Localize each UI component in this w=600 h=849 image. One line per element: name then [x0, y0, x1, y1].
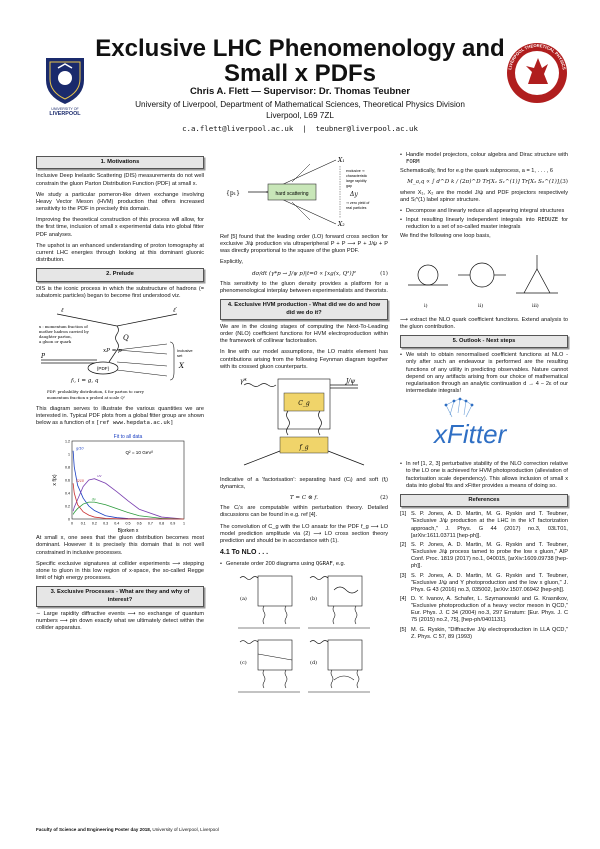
svg-text:a gluon or quark: a gluon or quark: [39, 338, 72, 344]
chart-xtick-label: 0.2: [91, 521, 97, 526]
chart-ytick-label: 1.2: [65, 439, 70, 444]
equation-2: T = C ⊗ f. (2): [289, 495, 388, 502]
equation-1: dσ/dt (γ*p → J/ψ p)|t=0 ∝ [xg(x, Q²)]² (1): [251, 270, 388, 277]
motivations-paragraph-2: We study a particular pomeron-like driven exchange involving Heavy Vector Meson (HVM) production that offers increased sensitivity to the PDF in precisely this domain.: [36, 191, 204, 213]
svg-text:Δy: Δy: [350, 191, 358, 198]
svg-text:set: set: [177, 352, 183, 358]
loop-triangle: [516, 255, 558, 309]
svg-text:LIVERPOOL THEORETICAL PHYSICS: LIVERPOOL THEORETICAL PHYSICS: [507, 42, 567, 71]
svg-text:X: X: [179, 361, 184, 370]
chart-ytick-label: 0: [68, 517, 70, 522]
svg-text:momentum fraction x probed at: momentum fraction x probed at scale Q²: [47, 394, 126, 400]
email-link-teubner[interactable]: teubner@liverpool.ac.uk: [315, 124, 418, 133]
chart-ytick-label: 0.2: [65, 504, 70, 509]
svg-text:γ*: γ*: [240, 377, 247, 385]
hvm-paragraph-2: In line with our model assumptions, the LO matrix element has contributions arising from the following Feynman diagram together with its crossed gluon counterparts.: [220, 349, 388, 370]
affiliation: University of Liverpool, Department of Mathematical Sciences, Theoretical Physics Division Liverpool, L69 7ZL: [135, 100, 465, 120]
hepdata-link[interactable]: [ref www.hepdata.ac.uk]: [96, 420, 174, 427]
section-title-outlook: 5. Outlook - Next steps: [400, 335, 568, 348]
authors: Chris A. Flett — Supervisor: Dr. Thomas Teubner: [189, 86, 411, 97]
nlo-diagram-c: [238, 640, 300, 692]
section-title-hvm-production: 4. Exclusive HVM production - What did we do and how did we do it?: [220, 299, 388, 320]
dis-diagram: [37, 304, 203, 404]
schematic-paragraph: Schematically, find for e.g the quark subprocess, a = 1, . . . , 6: [400, 168, 554, 175]
ci-paragraph: The Cᵢ's are computable within perturbation theory. Detailed discussions can be found in e.g. ref [4].: [220, 505, 388, 519]
chart-series-label: S/10: [76, 479, 84, 484]
equation-3: M_a,q ∝ ∫ d^D k / (2π)^D Tr[X₁ S₁^(1)] Tr[X₂ S₂^(1)], (3): [407, 179, 568, 186]
prelude-paragraph-1: DIS is the iconic process in which the substructure of hadrons (= subatomic particles) began to become first understood viz.: [36, 285, 204, 299]
nlo-diagram-b: [308, 576, 370, 628]
subsection-to-nlo: 4.1 To NLO . . .: [220, 549, 269, 557]
chart-series-label: uv: [97, 474, 102, 479]
reference-item: [400, 542, 568, 571]
svg-text:(a): (a): [240, 596, 247, 603]
reference-number: [5]: [400, 626, 407, 633]
chart-xtick-label: 0.5: [125, 521, 131, 526]
svg-text:PDF: probability distribution,: PDF: probability distribution, fᵢ for parton to carry: [47, 388, 144, 394]
sensitivity-paragraph: This sensitivity to the gluon density provides a platform for a phenomenological interplay between experimentalists and theorists.: [220, 280, 388, 294]
svg-text:LIVERPOOL: LIVERPOOL: [49, 111, 81, 116]
column-right: [400, 152, 568, 643]
svg-text:ℓ′: ℓ′: [173, 306, 177, 314]
lo-feynman-diagram: [234, 375, 374, 475]
perturbative-stability-bullet: • In ref [1, 2, 3] perturbative stability of the NLO correction relative to the LO one is achieved for HVM photoproduction (alleviation of factorisation scale dependency). This allows inclusion of small x data into global fits and xFitter provides a means of doing so.: [400, 461, 568, 490]
svg-text:ii): ii): [478, 302, 484, 309]
reference-text: S. P. Jones, A. D. Martin, M. G. Ryskin and T. Teubner, "Exclusive J/ψ production at the LHC in the kT factorization approach," J. Phys. G 44 (2017) no.3, 03LT01, [arXiv:1611.03711 [hep-ph]].: [411, 511, 568, 539]
chart-annotation: Q² = 10 GeV²: [125, 450, 153, 456]
svg-text:gap: gap: [346, 184, 352, 188]
svg-text:{p₁}: {p₁}: [226, 190, 240, 197]
svg-text:X₂: X₂: [338, 221, 345, 228]
svg-text:(d): (d): [310, 660, 318, 667]
exclusive-scattering-diagram: [220, 154, 388, 232]
decompose-bullet: • Decompose and linearly reduce all appearing integral structures: [400, 208, 568, 215]
reference-text: D. Y. Ivanov, A. Schafer, L. Szymanowski and G. Krasnikov, "Exclusive photoproduction of a heavy vector meson in QCD," Eur. Phys. J. C 34 (2004) no.3, 297 Erratum: [Eur. Phys. J. C 75 (2015) no.2, 75], [hep-ph/0401131].: [411, 595, 568, 624]
reference-number: [2]: [400, 541, 407, 548]
reference-text: M. G. Ryskin, "Diffractive J/ψ electroproduction in LLA QCD," Z. Phys. C 57, 89 (1993): [411, 626, 568, 640]
loop-bubble: [458, 263, 506, 309]
chart-xtick-label: 0.4: [114, 521, 120, 526]
email-link-flett[interactable]: c.a.flett@liverpool.ac.uk: [182, 124, 294, 133]
loop-tadpole: [408, 265, 448, 309]
chart-xtick-label: 0.3: [103, 521, 109, 526]
svg-text:⇒ zero yield of: ⇒ zero yield of: [346, 201, 370, 205]
svg-text:Q: Q: [123, 333, 129, 342]
motivations-paragraph-4: The upshot is an enhanced understanding of proton tomography at current LHC energies through looking at this dominant gluonic distribution.: [36, 242, 204, 263]
svg-text:ℓ: ℓ: [61, 306, 64, 314]
prelude-paragraph-4: Specific exclusive signatures at collider experiments ⟶ stepping stone to gluon in this low region of x-space, the so-called Regge limit of high energy processes.: [36, 560, 204, 582]
reference-text: S. P. Jones, A. D. Martin, M. G. Ryskin and T. Teubner, "Exclusive J/ψ and Υ photoproduction and the low x gluon," J. Phys. G 43 (2016) no.3, 035002, [arXiv:1507.06942 [hep-ph]].: [411, 572, 568, 593]
section-title-references: References: [400, 494, 568, 507]
svg-text:xFitter: xFitter: [434, 419, 507, 450]
chart-xtick-label: 0.8: [159, 521, 165, 526]
exclusive-paragraph-1: ∼ Large rapidity diffractive events ⟶ no exchange of quantum numbers ⟶ pin down exactly what we ultimately detect within the collider apparatus.: [36, 611, 204, 632]
motivations-paragraph-1: Inclusive Deep Inelastic Scattering (DIS) measurements do not well constrain the gluon Parton Distribution Function (PDF) at small x.: [36, 173, 204, 187]
svg-text:real particles: real particles: [346, 206, 367, 210]
svg-text:large rapidity: large rapidity: [346, 179, 367, 183]
one-loop-basis-diagrams: [404, 245, 564, 315]
section-title-prelude: 2. Prelude: [36, 268, 204, 281]
poster-title: Exclusive LHC Phenomenology and Small x PDFs: [95, 35, 505, 88]
nlo-extract-paragraph: ⟶ extract the NLO quark coefficient functions. Extend analysis to the gluon contribution.: [400, 316, 568, 330]
svg-text:daughter parton,: daughter parton,: [39, 333, 72, 339]
university-of-liverpool-logo: [40, 54, 90, 116]
convolution-paragraph: The convolution of C_g with the LO ansatz for the PDF f_g ⟶ LO model prediction amplitude via (2) ⟶ LO cross section theory prediction and should be in accordance with (1).: [220, 523, 388, 544]
projectors-paragraph: where X₁, X₂ are the model J/ψ and PDF projectors respectively and Sᵢ^(1) label spinor structure.: [400, 189, 568, 203]
chart-ytick-label: 0.8: [65, 465, 70, 470]
qgraf-bullet: • Generate order 200 diagrams using QGRAF, e.g.: [220, 561, 388, 568]
column-left: [36, 152, 204, 637]
reference-number: [4]: [400, 595, 407, 602]
chart-xtick-label: 0.1: [80, 521, 86, 526]
svg-text:fᵢ, i = g, q: fᵢ, i = g, q: [71, 377, 99, 384]
section-title-exclusive-processes: 3. Exclusive Processes - What are they and why of interest?: [36, 586, 204, 607]
svg-text:UNIVERSITY OF: UNIVERSITY OF: [51, 107, 79, 111]
svg-text:hard scattering: hard scattering: [275, 191, 309, 197]
chart-ytick-label: 0.4: [65, 491, 70, 496]
chart-xlabel: Bjorken x: [117, 528, 139, 534]
motivations-paragraph-3: Improving the theoretical construction of this process will allow, for the first time, inclusion of small x experimental data into global fitter PDF analyses.: [36, 217, 204, 238]
chart-xtick-label: 0.9: [170, 521, 176, 526]
chart-title: Fit to all data: [113, 434, 143, 441]
chart-series-label: g/10: [76, 446, 84, 451]
prelude-paragraph-2: This diagram serves to illustrate the various quantities we are interested in. Typical PDF plots from a global fitter group are shown below as a function of x [ref www.hepdata.ac.uk]: [36, 405, 204, 427]
prelude-paragraph-3: At small x, one sees that the gluon distribution becomes most dominant. However it is precisely this domain that is not well constrained in inclusive processes.: [36, 535, 204, 556]
renormalised-bullet: • We wish to obtain renormalised coefficient functions at NLO - only after such an endeavour is performed are the resulting functions of any utility in predicting observables. Nature cannot depend on any artifacts arising from our choice of mathematical regularisation through an analytic continuation d → 4 − 2ε of our intermediate integrals!: [400, 352, 568, 395]
chart-xtick-label: 0.6: [136, 521, 142, 526]
svg-text:exclusive ⇒: exclusive ⇒: [346, 169, 365, 173]
reference-number: [1]: [400, 511, 407, 518]
pdf-chart: [50, 431, 190, 533]
form-bullet: • Handle model projectors, colour algebra and Dirac structure with FORM: [400, 152, 568, 166]
svg-text:xP = p: xP = p: [103, 347, 122, 354]
nlo-diagrams: [234, 570, 374, 698]
svg-text:Inclusive: Inclusive: [177, 347, 193, 353]
svg-text:characteristic: characteristic: [346, 174, 368, 178]
reference-number: [3]: [400, 572, 407, 579]
hvm-paragraph-1: We are in the closing stages of computing the Next-To-Leading order (NLO) coefficient functions for HVM electroproduction within the framework of collinear factorisation.: [220, 323, 388, 345]
ref5-paragraph: Ref [5] found that the leading order (LO) forward cross section for exclusive J/ψ production via ultraperipheral P + P ⟶ P + J/ψ + P was directly proportional to the square of the gluon PDF.: [220, 234, 388, 255]
svg-text:x : momentum fraction of: x : momentum fraction of: [39, 323, 88, 329]
section-title-motivations: 1. Motivations: [36, 156, 204, 169]
reference-text: S. P. Jones, A. D. Martin, M. G. Ryskin and T. Teubner, "Exclusive J/ψ process tamed to probe the low x gluon," AIP Conf. Proc. 1819 (2017) no.1, 040015, [arXiv:1609.09738 [hep-ph]].: [411, 541, 568, 570]
chart-ylabel: x f(x): [52, 474, 58, 486]
svg-text:(b): (b): [310, 596, 318, 603]
svg-text:C_g: C_g: [298, 399, 310, 407]
footer: Faculty of Science and Engineering Poster day 2018, University of Liverpool, Liverpool: [36, 827, 219, 832]
svg-text:P: P: [41, 352, 46, 360]
reference-item: [400, 511, 568, 540]
reduze-bullet: • Input resulting linearly independent integrals into REDUZE for reduction to a set of so-called master integrals: [400, 217, 568, 231]
chart-xtick-label: 0: [71, 521, 73, 526]
reference-item: [400, 596, 568, 625]
svg-text:mother hadron carried by: mother hadron carried by: [39, 328, 89, 334]
explicitly-label: Explicitly,: [220, 259, 243, 266]
chart-xtick-label: 0.7: [147, 521, 153, 526]
chart-ytick-label: 0.6: [65, 478, 70, 483]
factorisation-paragraph: Indicative of a 'factorisation': separating hard (Cᵢ) and soft (fⱼ) dynamics,: [220, 476, 388, 490]
svg-text:i): i): [424, 302, 428, 309]
nlo-diagram-d: [308, 640, 370, 692]
svg-text:J/ψ: J/ψ: [346, 377, 356, 385]
theoretical-physics-liverbird-logo: [506, 42, 568, 104]
loop-basis-paragraph: We find the following one loop basis,: [400, 233, 491, 240]
chart-ytick-label: 1: [68, 452, 70, 457]
references-list: [400, 511, 568, 641]
chart-xtick-label: 1: [183, 521, 185, 526]
poster-header: [0, 0, 600, 150]
emails: c.a.flett@liverpool.ac.uk | teubner@liverpool.ac.uk: [182, 124, 418, 133]
reference-item: [400, 573, 568, 594]
chart-series-label: dv: [91, 497, 96, 502]
reference-item: [400, 627, 568, 641]
nlo-diagram-a: [238, 576, 300, 628]
svg-text:f_g: f_g: [299, 443, 309, 451]
svg-text:X₁: X₁: [338, 157, 345, 164]
svg-text:(c): (c): [240, 660, 247, 667]
svg-text:iii): iii): [532, 302, 539, 309]
svg-text:{PDF}: {PDF}: [96, 365, 110, 371]
column-middle: [220, 152, 388, 700]
xfitter-logo: [424, 397, 544, 459]
